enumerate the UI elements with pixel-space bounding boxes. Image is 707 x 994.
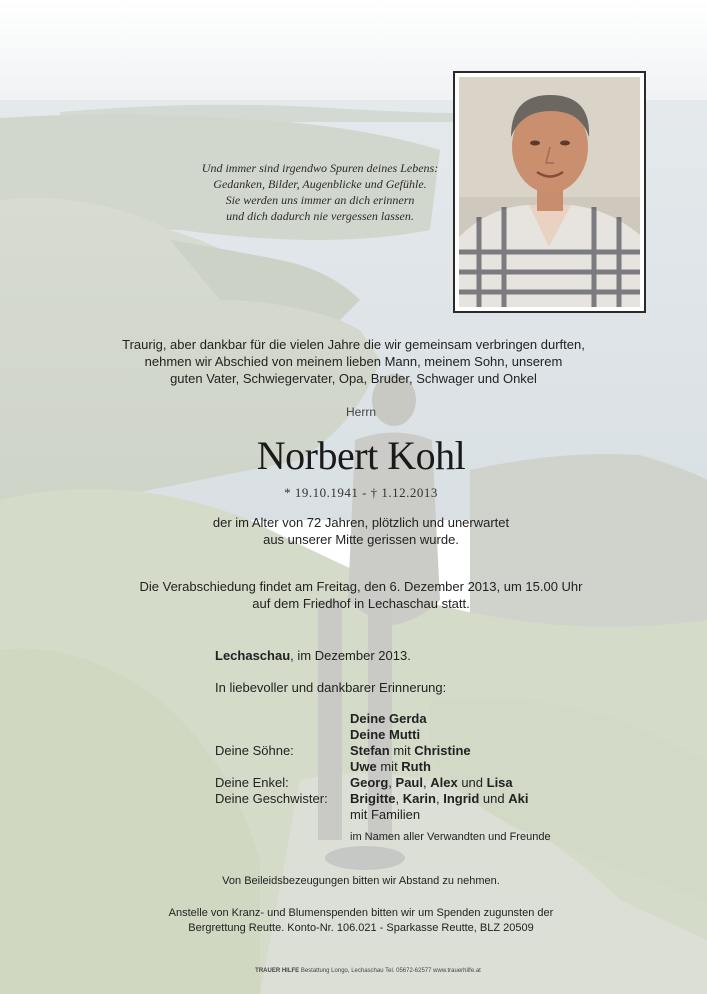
relative-names [350,775,513,791]
relative-label [215,711,350,727]
place-date [215,648,411,663]
footer-brand: TRAUER HILFE [255,968,300,974]
relative-joiner: und [457,775,487,790]
relative-joiner: , [388,775,396,790]
poem-line: und dich dadurch nie vergessen lassen. [226,209,414,223]
relative-joiner: , [395,791,403,806]
relative-row [215,807,635,823]
relative-name: Ruth [401,759,431,774]
relative-name: Karin [402,791,436,806]
donation-line: Bergrettung Reutte. Konto-Nr. 106.021 - Sparkasse Reutte, BLZ 20509 [188,922,534,934]
relative-name: Lisa [486,775,513,790]
relative-name: Deine Gerda [350,711,427,726]
relative-name: Christine [414,743,471,758]
relative-name: Georg [350,775,389,790]
relative-name: Uwe [350,759,377,774]
poem-line: Und immer sind irgendwo Spuren deines Lebens: [201,161,439,175]
footer-text: Bestattung Longo, Lechaschau Tel. 05672-62577 www.trauerhilfe.at [299,968,481,974]
relative-name: Ingrid [443,791,480,806]
relative-name: Paul [395,775,423,790]
farewell-line: auf dem Friedhof in Lechaschau statt. [252,596,470,611]
relative-joiner: , [435,791,444,806]
farewell-info [0,578,707,612]
portrait-photo-frame [453,71,646,313]
condolences-notice: Von Beileidsbezeugungen bitten wir Abstand zu nehmen. [222,875,500,887]
portrait-photo [459,77,640,307]
intro-line: guten Vater, Schwiegervater, Opa, Bruder, Schwager und Onkel [170,371,537,386]
relative-label: Deine Geschwister: [215,791,328,806]
relative-label [215,759,350,775]
relatives-list [215,711,635,845]
relatives-note: im Namen aller Verwandten und Freunde [350,831,551,843]
relative-names [350,743,471,759]
relative-names [350,759,431,775]
memorial-poem [170,160,470,224]
relative-names [350,727,420,743]
salutation: Herrn [345,405,376,419]
relative-names: mit Familien [350,807,421,822]
relative-names [350,791,528,807]
relative-names [350,711,427,727]
relative-row [215,711,635,727]
remembrance-line: In liebevoller und dankbarer Erinnerung: [215,680,447,695]
age-line: aus unserer Mitte gerissen wurde. [263,532,459,547]
life-dates: * 19.10.1941 - † 1.12.2013 [284,485,438,500]
age-text [0,514,707,548]
relative-row [215,791,635,807]
relative-joiner: , [423,775,431,790]
relative-row [215,743,635,759]
place-town: Lechaschau [215,648,291,663]
intro-line: nehmen wir Abschied von meinem lieben Mann, meinem Sohn, unserem [144,354,563,369]
footer-imprint [0,968,707,974]
age-line: der im Alter von 72 Jahren, plötzlich und unerwartet [212,515,510,530]
relative-joiner: mit [389,743,415,758]
relative-joiner: mit [376,759,402,774]
relative-row [215,759,635,775]
relative-name: Aki [508,791,529,806]
poem-line: Sie werden uns immer an dich erinnern [225,193,415,207]
donation-line: Anstelle von Kranz- und Blumenspenden bitten wir um Spenden zugunsten der [168,907,554,919]
deceased-name: Norbert Kohl [256,433,466,478]
relative-label [215,727,350,743]
farewell-line: Die Verabschiedung findet am Freitag, den 6. Dezember 2013, um 15.00 Uhr [139,579,583,594]
relative-row [215,775,635,791]
relative-label: Deine Enkel: [215,775,289,790]
relative-name: Alex [430,775,458,790]
relative-label [215,807,350,823]
intro-line: Traurig, aber dankbar für die vielen Jahre die wir gemeinsam verbringen durften, [122,337,585,352]
relative-joiner: und [479,791,509,806]
relative-name: Deine Mutti [350,727,421,742]
donation-request [0,906,707,936]
intro-text [0,336,707,387]
place-date-suffix: , im Dezember 2013. [290,648,411,663]
relative-row [215,727,635,743]
relative-label: Deine Söhne: [215,743,294,758]
poem-line: Gedanken, Bilder, Augenblicke und Gefühle. [213,177,427,191]
relative-name: Brigitte [350,791,396,806]
relative-name: Stefan [350,743,390,758]
